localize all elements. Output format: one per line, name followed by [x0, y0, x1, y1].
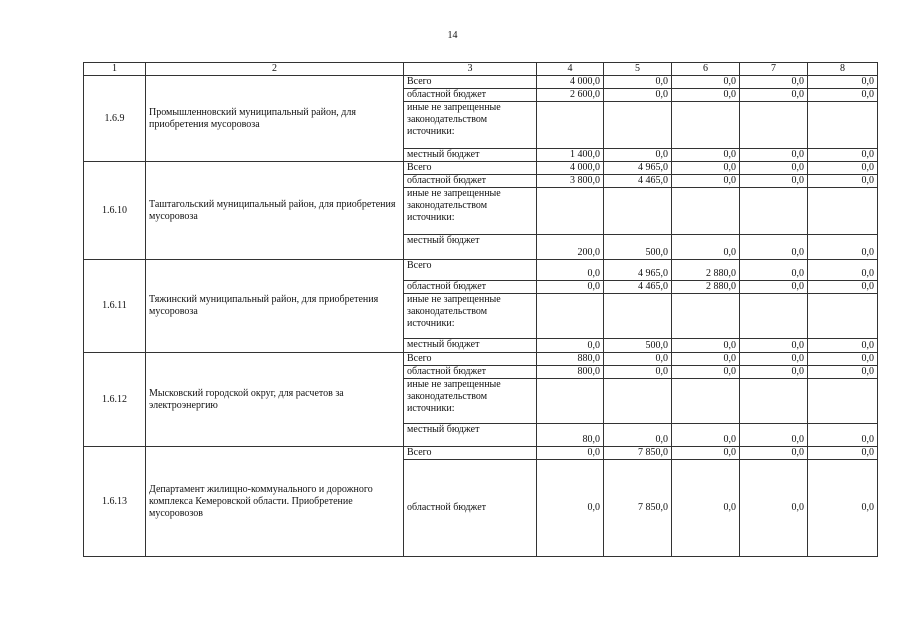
table-row: [84, 447, 878, 460]
value-cell: 0,0: [672, 149, 740, 162]
table-header: [84, 63, 878, 76]
value-cell: 3 800,0: [537, 175, 604, 188]
column-header-6: 6: [672, 63, 740, 76]
funding-source-label: местный бюджет: [404, 149, 537, 162]
value-cell: 0,0: [672, 89, 740, 102]
table-row: [84, 76, 878, 89]
value-cell: 0,0: [740, 339, 808, 353]
value-cell: 0,0: [672, 424, 740, 447]
value-cell: 4 000,0: [537, 76, 604, 89]
value-cell: [604, 188, 672, 235]
value-cell: 0,0: [740, 281, 808, 294]
row-number: 1.6.10: [84, 162, 146, 260]
value-cell: 0,0: [740, 235, 808, 260]
value-cell: [672, 379, 740, 424]
value-cell: [537, 379, 604, 424]
value-cell: 0,0: [672, 447, 740, 460]
column-header-3: 3: [404, 63, 537, 76]
value-cell: 0,0: [537, 339, 604, 353]
value-cell: 0,0: [808, 162, 878, 175]
value-cell: 0,0: [808, 260, 878, 281]
value-cell: 0,0: [740, 366, 808, 379]
table-row: [84, 260, 878, 281]
funding-source-label: иные не запрещенные законодательством источники:: [404, 188, 537, 235]
row-number: 1.6.11: [84, 260, 146, 353]
value-cell: 0,0: [537, 260, 604, 281]
funding-source-label: Всего: [404, 162, 537, 175]
value-cell: 4 965,0: [604, 260, 672, 281]
funding-source-label: областной бюджет: [404, 175, 537, 188]
value-cell: 4 465,0: [604, 175, 672, 188]
value-cell: 0,0: [740, 447, 808, 460]
funding-source-label: Всего: [404, 76, 537, 89]
value-cell: 2 880,0: [672, 281, 740, 294]
value-cell: 0,0: [808, 149, 878, 162]
value-cell: 2 600,0: [537, 89, 604, 102]
value-cell: 0,0: [604, 89, 672, 102]
value-cell: 0,0: [808, 424, 878, 447]
value-cell: [604, 102, 672, 149]
value-cell: [808, 379, 878, 424]
value-cell: 0,0: [740, 89, 808, 102]
value-cell: 0,0: [604, 149, 672, 162]
row-name: Промышленновский муниципальный район, для приобретения мусоровоза: [146, 76, 404, 162]
value-cell: 0,0: [537, 447, 604, 460]
column-header-1: 1: [84, 63, 146, 76]
value-cell: 0,0: [604, 424, 672, 447]
funding-source-label: местный бюджет: [404, 339, 537, 353]
value-cell: 200,0: [537, 235, 604, 260]
funding-source-label: местный бюджет: [404, 235, 537, 260]
column-header-8: 8: [808, 63, 878, 76]
column-header-7: 7: [740, 63, 808, 76]
budget-table: [83, 62, 878, 557]
value-cell: [537, 188, 604, 235]
value-cell: 500,0: [604, 235, 672, 260]
row-name: Таштагольский муниципальный район, для приобретения мусоровоза: [146, 162, 404, 260]
value-cell: 0,0: [672, 353, 740, 366]
column-header-4: 4: [537, 63, 604, 76]
row-number: 1.6.12: [84, 353, 146, 447]
value-cell: [537, 294, 604, 339]
value-cell: 0,0: [740, 353, 808, 366]
value-cell: 0,0: [672, 76, 740, 89]
funding-source-label: областной бюджет: [404, 460, 537, 557]
value-cell: 0,0: [537, 460, 604, 557]
value-cell: 0,0: [740, 260, 808, 281]
value-cell: 0,0: [537, 281, 604, 294]
value-cell: [672, 188, 740, 235]
value-cell: 0,0: [672, 175, 740, 188]
value-cell: 0,0: [808, 460, 878, 557]
value-cell: 0,0: [740, 162, 808, 175]
column-header-5: 5: [604, 63, 672, 76]
value-cell: 0,0: [808, 447, 878, 460]
value-cell: 4 465,0: [604, 281, 672, 294]
value-cell: 0,0: [740, 76, 808, 89]
page-number: 14: [447, 30, 458, 41]
value-cell: 0,0: [740, 175, 808, 188]
table-row: [84, 162, 878, 175]
value-cell: 0,0: [672, 235, 740, 260]
table-body: [84, 76, 878, 557]
funding-source-label: областной бюджет: [404, 366, 537, 379]
value-cell: 4 965,0: [604, 162, 672, 175]
value-cell: 0,0: [672, 460, 740, 557]
value-cell: 0,0: [672, 366, 740, 379]
funding-source-label: иные не запрещенные законодательством источники:: [404, 379, 537, 424]
value-cell: [537, 102, 604, 149]
header-row: [84, 63, 878, 76]
value-cell: [604, 294, 672, 339]
funding-source-label: иные не запрещенные законодательством источники:: [404, 294, 537, 339]
value-cell: 880,0: [537, 353, 604, 366]
value-cell: 0,0: [740, 460, 808, 557]
funding-source-label: иные не запрещенные законодательством источники:: [404, 102, 537, 149]
value-cell: 0,0: [808, 353, 878, 366]
funding-source-label: областной бюджет: [404, 281, 537, 294]
value-cell: [604, 379, 672, 424]
value-cell: 800,0: [537, 366, 604, 379]
value-cell: 0,0: [808, 89, 878, 102]
value-cell: [672, 294, 740, 339]
value-cell: 1 400,0: [537, 149, 604, 162]
value-cell: 0,0: [808, 366, 878, 379]
funding-source-label: Всего: [404, 353, 537, 366]
row-name: Тяжинский муниципальный район, для приобретения мусоровоза: [146, 260, 404, 353]
value-cell: 7 850,0: [604, 447, 672, 460]
value-cell: 0,0: [672, 162, 740, 175]
value-cell: 2 880,0: [672, 260, 740, 281]
row-number: 1.6.13: [84, 447, 146, 557]
value-cell: 0,0: [808, 281, 878, 294]
value-cell: 0,0: [808, 76, 878, 89]
value-cell: 500,0: [604, 339, 672, 353]
value-cell: 0,0: [808, 175, 878, 188]
funding-source-label: областной бюджет: [404, 89, 537, 102]
value-cell: [808, 294, 878, 339]
value-cell: [808, 188, 878, 235]
row-name: Департамент жилищно-коммунального и дорожного комплекса Кемеровской области. Приобретение мусоровозов: [146, 447, 404, 557]
table-row: [84, 353, 878, 366]
row-number: 1.6.9: [84, 76, 146, 162]
value-cell: 0,0: [604, 76, 672, 89]
value-cell: 0,0: [808, 235, 878, 260]
value-cell: 0,0: [740, 149, 808, 162]
value-cell: 0,0: [604, 366, 672, 379]
column-header-2: 2: [146, 63, 404, 76]
funding-source-label: Всего: [404, 447, 537, 460]
value-cell: 0,0: [808, 339, 878, 353]
value-cell: 80,0: [537, 424, 604, 447]
value-cell: [808, 102, 878, 149]
row-name: Мысковский городской округ, для расчетов за электроэнергию: [146, 353, 404, 447]
funding-source-label: местный бюджет: [404, 424, 537, 447]
value-cell: [740, 294, 808, 339]
value-cell: [740, 188, 808, 235]
value-cell: [672, 102, 740, 149]
value-cell: 4 000,0: [537, 162, 604, 175]
value-cell: 0,0: [740, 424, 808, 447]
funding-source-label: Всего: [404, 260, 537, 281]
value-cell: [740, 102, 808, 149]
value-cell: [740, 379, 808, 424]
value-cell: 7 850,0: [604, 460, 672, 557]
value-cell: 0,0: [604, 353, 672, 366]
value-cell: 0,0: [672, 339, 740, 353]
